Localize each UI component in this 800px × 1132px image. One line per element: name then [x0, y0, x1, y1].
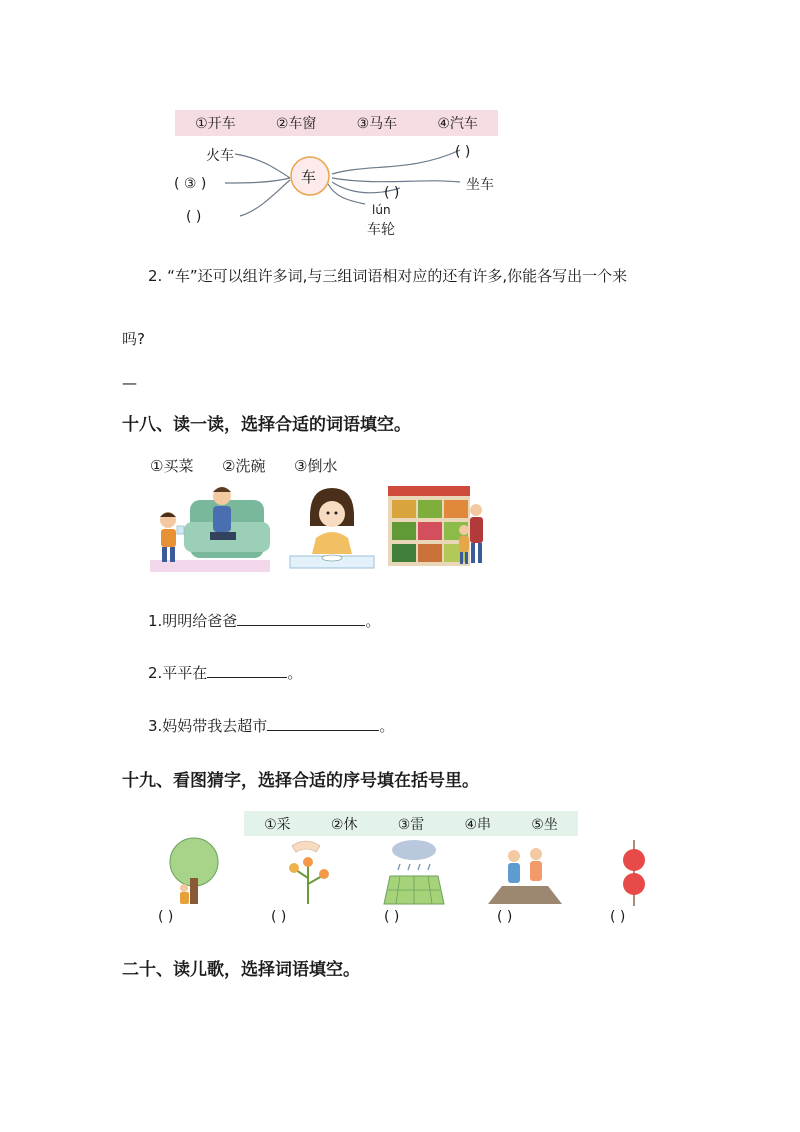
q17-option-3: ③马车 [356, 116, 398, 132]
q18-heading: 十八、读一读，选择合适的词语填空。 [122, 415, 411, 435]
q19-heading: 十九、看图猜字，选择合适的序号填在括号里。 [122, 771, 479, 791]
q18-sentence-1-text: 1.明明给爸爸 [148, 612, 238, 630]
q18-sentence-3-period: 。 [379, 717, 395, 735]
q19-answer-4[interactable]: ( ) [497, 909, 513, 925]
label-pinyin-lun: lún [372, 203, 391, 217]
q18-blank-1[interactable] [237, 611, 365, 626]
q19-option-3: ③雷 [397, 816, 425, 833]
q17-question-2-line1: 2. “车”还可以组许多词,与三组词语相对应的还有许多,你能各写出一个来 [148, 267, 628, 285]
label-huoche: 火车 [206, 148, 234, 164]
picture-cloud-field [380, 836, 448, 906]
web-branch-chelun [328, 184, 365, 204]
web-branch-huoche [235, 154, 290, 178]
q20-heading: 二十、读儿歌，选择词语填空。 [122, 960, 360, 980]
picture-rest-under-tree [160, 834, 224, 906]
q18-sentence-3-text: 3.妈妈带我去超市 [148, 717, 268, 735]
q17-option-2: ②车窗 [275, 116, 317, 132]
label-blank-top-right[interactable]: ( ) [455, 144, 471, 160]
web-branch-filled [225, 178, 290, 183]
picture-boy-gives-dad-water [150, 482, 270, 574]
label-filled-answer: ( ③ ) [174, 176, 207, 192]
picture-candied-haws [614, 838, 654, 908]
q17-options-bar [175, 110, 498, 136]
picture-girl-washing-dishes [286, 482, 378, 574]
web-branch-zuoche [332, 178, 460, 182]
q17-option-1: ①开车 [195, 116, 236, 132]
q18-blank-2[interactable] [207, 663, 287, 678]
web-branch-blank-left [240, 180, 290, 216]
q18-blank-3[interactable] [267, 716, 379, 731]
q19-option-2: ②休 [330, 816, 358, 833]
label-blank-left[interactable]: ( ) [186, 209, 202, 225]
label-chelun: 车轮 [367, 222, 395, 238]
picture-supermarket-vegetables [388, 482, 498, 574]
center-char: 车 [301, 168, 317, 186]
picture-two-people-sitting [488, 836, 562, 906]
q19-answer-3[interactable]: ( ) [384, 909, 400, 925]
q19-answer-1[interactable]: ( ) [158, 909, 174, 925]
q18-sentence-2-text: 2.平平在 [148, 664, 208, 682]
q17-question-2-line2: 吗? [122, 330, 145, 348]
label-zuoche: 坐车 [466, 177, 494, 193]
q18-sentence-2-period: 。 [287, 664, 303, 682]
answer-dash: — [122, 374, 137, 392]
q18-sentence-2 [148, 662, 302, 683]
q19-answer-5[interactable]: ( ) [610, 909, 626, 925]
web-branch-top-right [332, 150, 460, 174]
q18-sentence-1 [148, 610, 380, 631]
q17-option-4: ④汽车 [437, 116, 478, 132]
q19-option-1: ①采 [264, 816, 291, 833]
q18-sentence-1-period: 。 [365, 612, 381, 630]
q19-options-bar [244, 811, 578, 836]
q18-option-1: ①买菜 [150, 457, 194, 475]
q19-option-5: ⑤坐 [531, 816, 558, 833]
q18-option-2: ②洗碗 [222, 457, 266, 475]
q19-option-4: ④串 [464, 816, 492, 833]
q19-answer-2[interactable]: ( ) [271, 909, 287, 925]
picture-pick-flower [278, 834, 338, 906]
label-blank-mid[interactable]: ( ) [384, 185, 400, 201]
q18-option-3: ③倒水 [294, 457, 338, 475]
q18-sentence-3 [148, 715, 394, 736]
